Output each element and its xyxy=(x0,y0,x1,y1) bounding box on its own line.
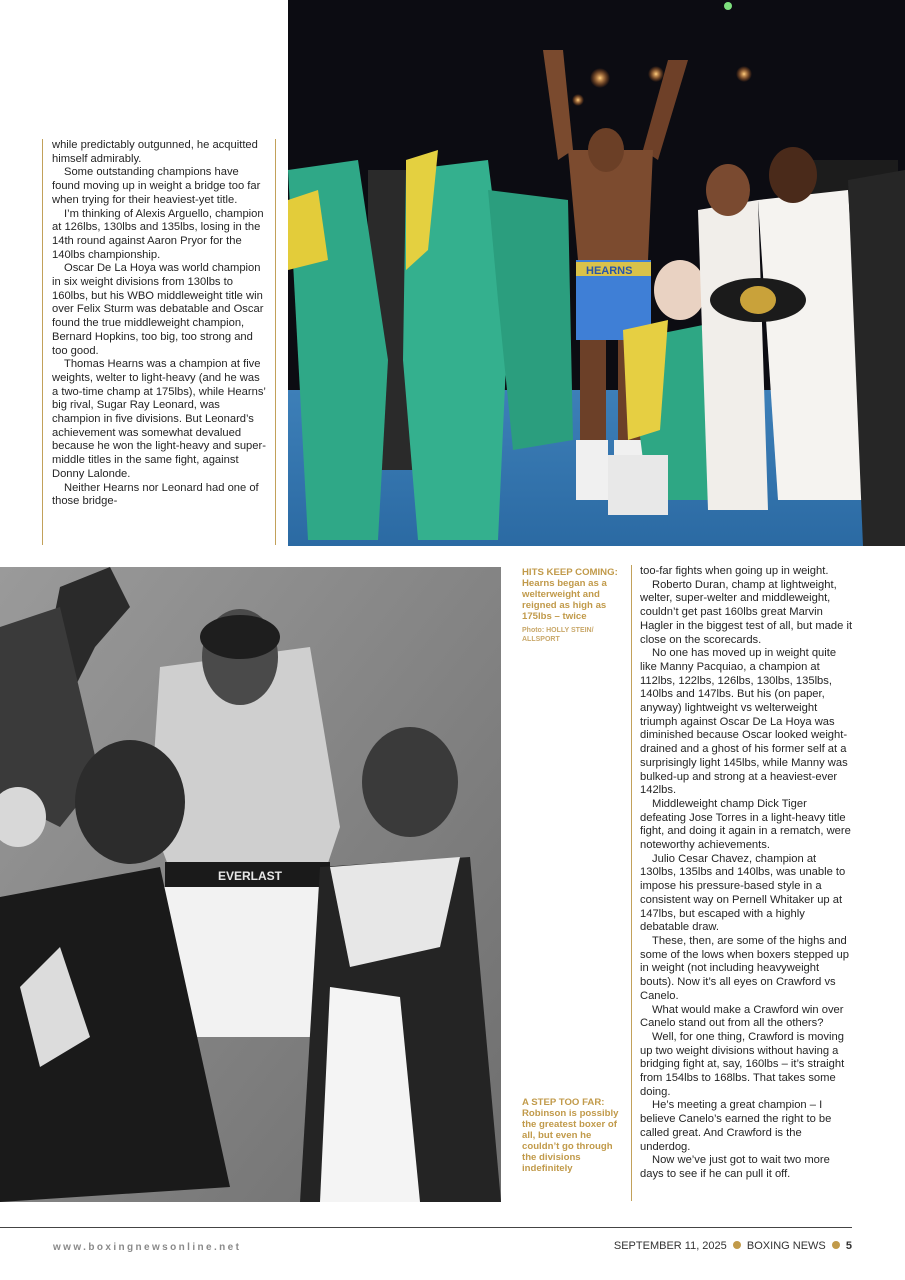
photo-credit: Photo: HOLLY STEIN/ ALLSPORT xyxy=(522,627,594,643)
page-number: 5 xyxy=(845,1240,852,1252)
article-paragraph: I’m thinking of Alexis Arguello, champion at 126lbs, 130lbs and 135lbs, losing in the 14th round against Aaron Pryor for the 140lbs championship. xyxy=(52,207,264,261)
article-paragraph: These, then, are some of the highs and some of the lows when boxers stepped up in weight (not including heavyweight bouts). Now it’s all eyes on Crawford vs Canelo. xyxy=(640,934,849,1002)
bullet-dot-icon xyxy=(832,1241,840,1249)
waistband-text: EVERLAST xyxy=(218,869,283,883)
photo-robinson-carried xyxy=(0,567,501,1202)
article-column-right xyxy=(640,565,855,1182)
trunks-text: HEARNS xyxy=(586,265,633,277)
footer-rule xyxy=(0,1227,852,1228)
article-paragraph: Oscar De La Hoya was world champion in six weight divisions from 130lbs to 160lbs, but his WBO middleweight title win over Felix Sturm was debatable and Oscar found the true middleweight champion, Bernard Hopkins, too big, too strong and too good. xyxy=(52,262,264,357)
article-paragraph: Neither Hearns nor Leonard had one of those bridge- xyxy=(52,481,259,508)
footer-date: SEPTEMBER 11, 2025 xyxy=(613,1240,727,1252)
footer-publication: BOXING NEWS xyxy=(746,1240,826,1252)
article-paragraph: Well, for one thing, Crawford is moving up two weight divisions without having a bridging fight at, say, 160lbs – it’s straight from 154lbs to 168lbs. That takes some doing. xyxy=(640,1030,845,1098)
article-paragraph: Roberto Duran, champ at lightweight, welter, super-welter and middleweight, couldn’t get past 160lbs great Marvin Hagler in the biggest test of all, but made it close on the scorecards. xyxy=(640,578,853,646)
column-rule-right xyxy=(631,565,632,1201)
article-paragraph: too-far fights when going up in weight. xyxy=(640,565,829,577)
article-paragraph: Julio Cesar Chavez, champion at 130lbs, 135lbs and 140lbs, was unable to impose his pressure-based style in a consistent way on Pernell Whitaker up at 147lbs, but escaped with a highly debatable draw. xyxy=(640,852,846,934)
article-paragraph: Some outstanding champions have found moving up in weight a bridge too far when trying for their heaviest-yet title. xyxy=(52,166,261,206)
article-paragraph: Thomas Hearns was a champion at five weights, welter to light-heavy (and he was a two-time champ at 175lbs), while Hearns’ big rival, Sugar Ray Leonard, was champion in five divisions. But Leonard’s achievement was somewhat devalued because he won the light-heavy and super-middle titles in the same fight, against Donny Lalonde. xyxy=(52,358,266,480)
photo-hearns-illustration xyxy=(288,0,905,546)
article-paragraph: He’s meeting a great champion – I believe Canelo’s earned the right to be called great. And Crawford is the underdog. xyxy=(640,1099,832,1153)
bullet-dot-icon xyxy=(733,1241,741,1249)
caption-robinson-text: A STEP TOO FAR: Robinson is possibly the greatest boxer of all, but even he couldn’t go through the divisions indefinitely xyxy=(522,1097,619,1174)
article-column-left xyxy=(52,139,266,509)
article-paragraph: What would make a Crawford win over Canelo stand out from all the others? xyxy=(640,1003,844,1030)
photo-hearns-celebration xyxy=(288,0,905,546)
column-rule xyxy=(275,139,276,545)
article-paragraph: Middleweight champ Dick Tiger defeating Jose Torres in a light-heavy title fight, and doing it again in a rematch, were noteworthy achievements. xyxy=(640,797,851,852)
caption-robinson xyxy=(522,1097,622,1174)
footer-url[interactable]: www.boxingnewsonline.net xyxy=(53,1242,242,1253)
photo-robinson-illustration xyxy=(0,567,501,1202)
column-rule-left xyxy=(42,139,43,545)
article-paragraph: No one has moved up in weight quite like Manny Pacquiao, a champion at 112lbs, 122lbs, 126lbs, 130lbs, 135lbs, 140lbs and 147lbs. But his (on paper, anyway) lightweight vs welterweight triumph against Oscar De La Hoya was diminished because Oscar looked weight-drained and a ghost of his former self at a surprisingly light 145lbs, while Manny was bulked-up and strong at a heaviest-ever 142lbs. xyxy=(640,647,848,797)
article-paragraph: while predictably outgunned, he acquitted himself admirably. xyxy=(52,139,258,165)
footer-folio xyxy=(614,1240,852,1252)
caption-hearns xyxy=(522,567,622,644)
caption-hearns-text: HITS KEEP COMING: Hearns began as a welterweight and reigned as high as 175lbs – twice xyxy=(522,567,618,622)
article-paragraph: Now we’ve just got to wait two more days to see if he can pull it off. xyxy=(640,1154,830,1180)
